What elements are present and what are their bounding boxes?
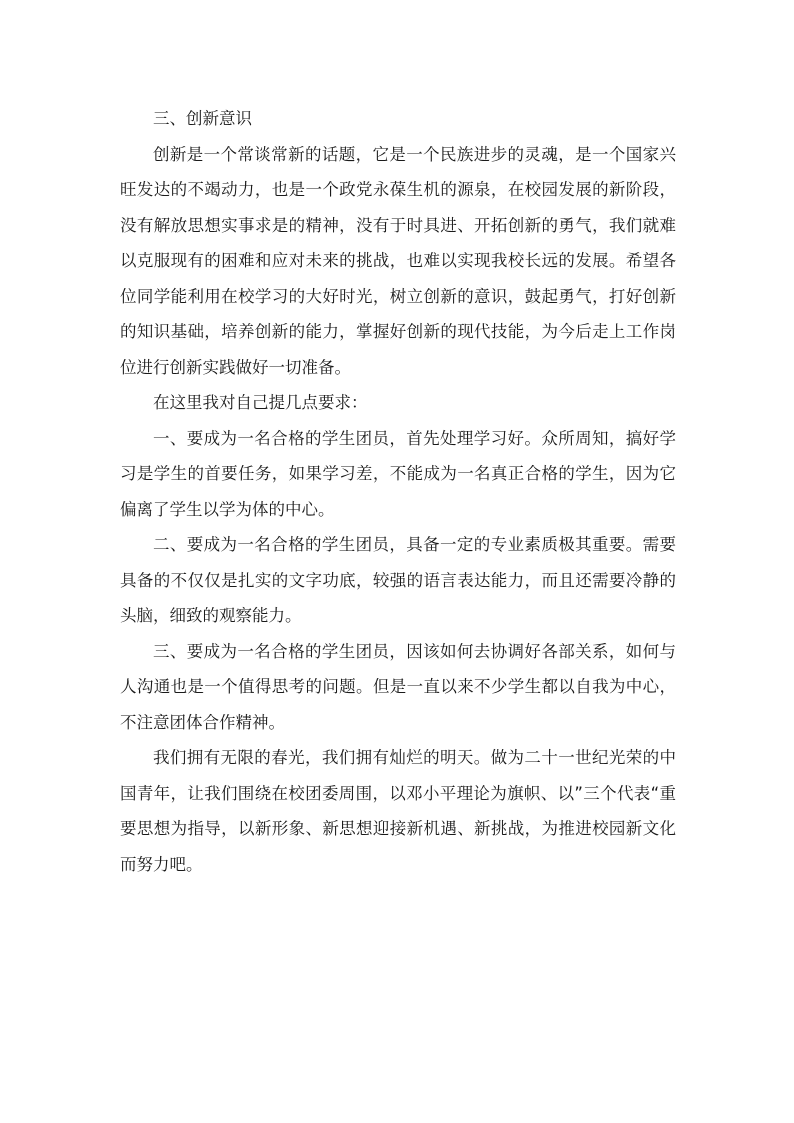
paragraph-closing: 我们拥有无限的春光，我们拥有灿烂的明天。做为二十一世纪光荣的中国青年，让我们围绕在校团委周围，以邓小平理论为旗帜、以”三个代表“重要思想为指导，以新形象、新思想迎接新机遇、新挑战，为推进校园新文化而努力吧。: [120, 748, 676, 874]
document-body: [120, 101, 676, 882]
paragraph-requirement-3: 三、要成为一名合格的学生团员，因该如何去协调好各部关系，如何与人沟通也是一个值得思考的问题。但是一直以来不少学生都以自我为中心，不注意团体合作精神。: [120, 641, 676, 732]
paragraph-requirement-2: 二、要成为一名合格的学生团员，具备一定的专业素质极其重要。需要具备的不仅仅是扎实的文字功底，较强的语言表达能力，而且还需要冷静的头脑，细致的观察能力。: [120, 535, 676, 625]
paragraph-requirement-1: 一、要成为一名合格的学生团员，首先处理学习好。众所周知，搞好学习是学生的首要任务，如果学习差，不能成为一名真正合格的学生，因为它偏离了学生以学为体的中心。: [120, 428, 676, 519]
paragraph-innovation: 创新是一个常谈常新的话题，它是一个民族进步的灵魂，是一个国家兴旺发达的不竭动力，也是一个政党永葆生机的源泉，在校园发展的新阶段，没有解放思想实事求是的精神，没有于时具进、开拓创新的勇气，我们就难以克服现有的困难和应对未来的挑战，也难以实现我校长远的发展。希望各位同学能利用在校学习的大好时光，树立创新的意识，鼓起勇气，打好创新的知识基础，培养创新的能力，掌握好创新的现代技能，为今后走上工作岗位进行创新实践做好一切准备。: [120, 144, 676, 377]
section-heading: 三、创新意识: [153, 109, 252, 128]
paragraph-requirements-intro: 在这里我对自己提几点要求：: [153, 393, 368, 412]
